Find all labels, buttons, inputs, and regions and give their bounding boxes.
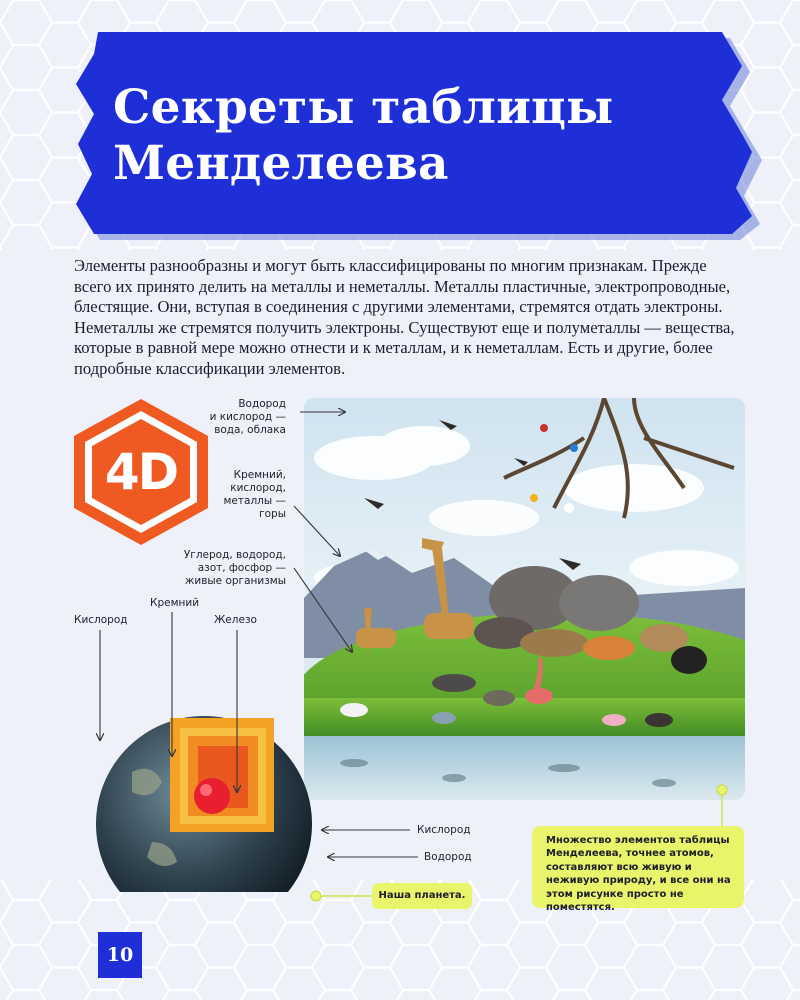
label-oxygen-air: Кислород: [417, 824, 471, 836]
label-life-line-2: азот, фосфор —: [197, 562, 286, 574]
note-box: Множество элементов таблицы Менделеева, точнее атомов, составляют всю живую и неживую природу, и все они на этом рисунке просто не поместятся.: [532, 826, 744, 908]
label-life-line-3: живые организмы: [184, 575, 286, 587]
label-mountains-line-2: кислород,: [230, 482, 286, 494]
label-mountains-line-3: металлы —: [223, 495, 286, 507]
label-water-clouds: [196, 398, 286, 437]
earth-cutaway-globe: [92, 712, 312, 892]
label-living-organisms: [166, 549, 286, 588]
label-water-line-3: вода, облака: [214, 424, 286, 436]
label-hydrogen: Водород: [424, 851, 472, 863]
nature-scene-illustration: [304, 398, 745, 800]
page-title: [113, 80, 613, 192]
label-life-line-1: Углерод, водород,: [183, 549, 286, 561]
page-number: 10: [98, 932, 142, 978]
label-oxygen-left: Кислород: [74, 614, 128, 626]
caption-our-planet: Наша планета.: [372, 883, 472, 909]
water: [304, 736, 745, 800]
label-mountains: [196, 469, 286, 521]
label-mountains-line-4: горы: [259, 508, 286, 520]
label-iron: Железо: [214, 614, 257, 626]
inner-core: [194, 778, 230, 814]
label-mountains-line-1: Кремний,: [233, 469, 286, 481]
page-title-line-1: Секреты таблицы: [113, 80, 614, 135]
intro-paragraph: Элементы разнообразны и могут быть классифицированы по многим признакам. Прежде всего их принято делить на металлы и неметаллы. Металлы пластичные, электропроводные, блестящие. Они, вступая в соединения с другими элементами, стремятся отдать электроны. Неметаллы же стремятся получить электроны. Существуют еще и полуметаллы — вещества, которые в равной мере можно отнести и к металлам, и к неметаллам. Есть и другие, более подробные классификации элементов.: [74, 256, 735, 378]
page-title-line-2: Менделеева: [113, 136, 449, 191]
4d-badge[interactable]: [70, 397, 212, 547]
label-water-line-2: и кислород —: [209, 411, 286, 423]
label-water-line-1: Водород: [238, 398, 286, 410]
label-silicon: Кремний: [150, 597, 200, 609]
4d-badge-text: 4D: [104, 443, 178, 501]
